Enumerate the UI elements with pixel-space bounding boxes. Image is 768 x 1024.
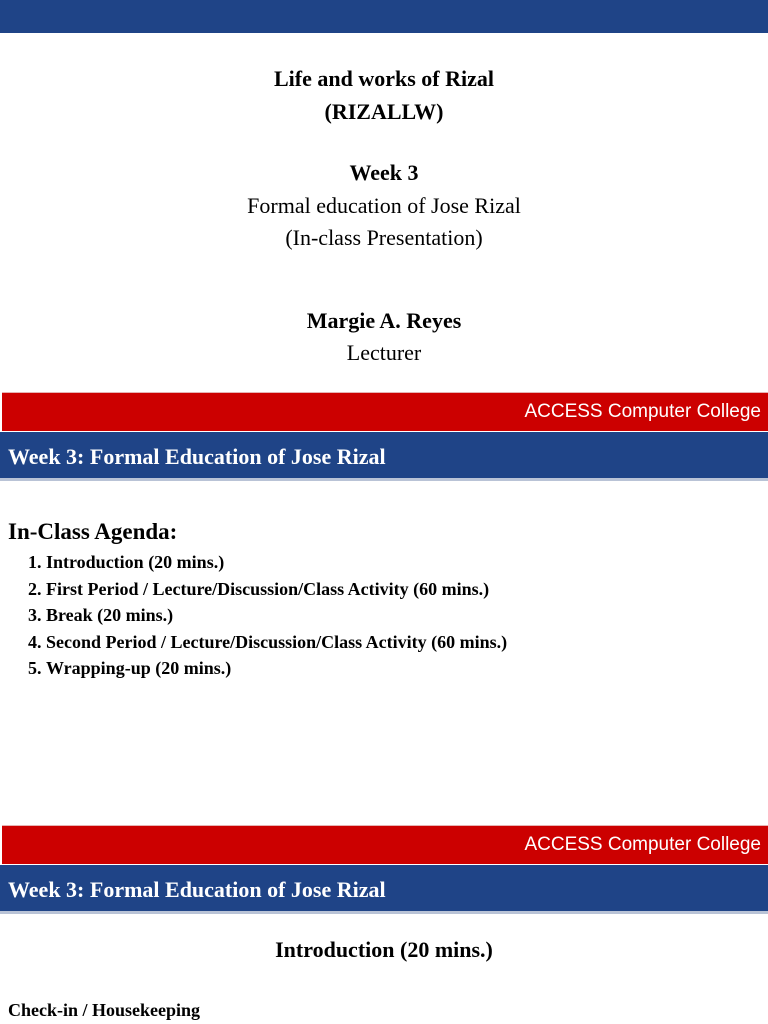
course-title: Life and works of Rizal <box>274 66 494 91</box>
topic-title: Formal education of Jose Rizal <box>247 193 521 218</box>
presentation-format: (In-class Presentation) <box>285 225 483 250</box>
section-subheading: Check-in / Housekeeping <box>8 1000 201 1020</box>
agenda-heading: In-Class Agenda: <box>8 519 178 544</box>
course-code: (RIZALLW) <box>324 99 444 124</box>
slide-title: Week 3: Formal Education of Jose Rizal <box>8 444 386 469</box>
agenda-item: 1. Introduction (20 mins.) <box>46 549 507 576</box>
lecturer-name: Margie A. Reyes <box>306 308 462 333</box>
top-header-bar <box>0 0 768 33</box>
college-banner <box>2 392 768 431</box>
college-name: ACCESS Computer College <box>524 834 761 855</box>
lecturer-role: Lecturer <box>346 340 422 365</box>
agenda-item: 3. Break (20 mins.) <box>46 602 507 629</box>
college-name: ACCESS Computer College <box>524 401 761 422</box>
agenda-list <box>0 549 507 682</box>
week-label: Week 3 <box>349 160 419 185</box>
agenda-item: 5. Wrapping-up (20 mins.) <box>46 655 507 682</box>
agenda-item: 2. First Period / Lecture/Discussion/Class Activity (60 mins.) <box>46 576 507 603</box>
section-heading: Introduction (20 mins.) <box>275 937 493 962</box>
slide-title-bar <box>0 432 768 481</box>
slide-title: Week 3: Formal Education of Jose Rizal <box>8 877 386 902</box>
agenda-item: 4. Second Period / Lecture/Discussion/Class Activity (60 mins.) <box>46 629 507 656</box>
slide-title-bar <box>0 865 768 914</box>
college-banner <box>2 825 768 864</box>
